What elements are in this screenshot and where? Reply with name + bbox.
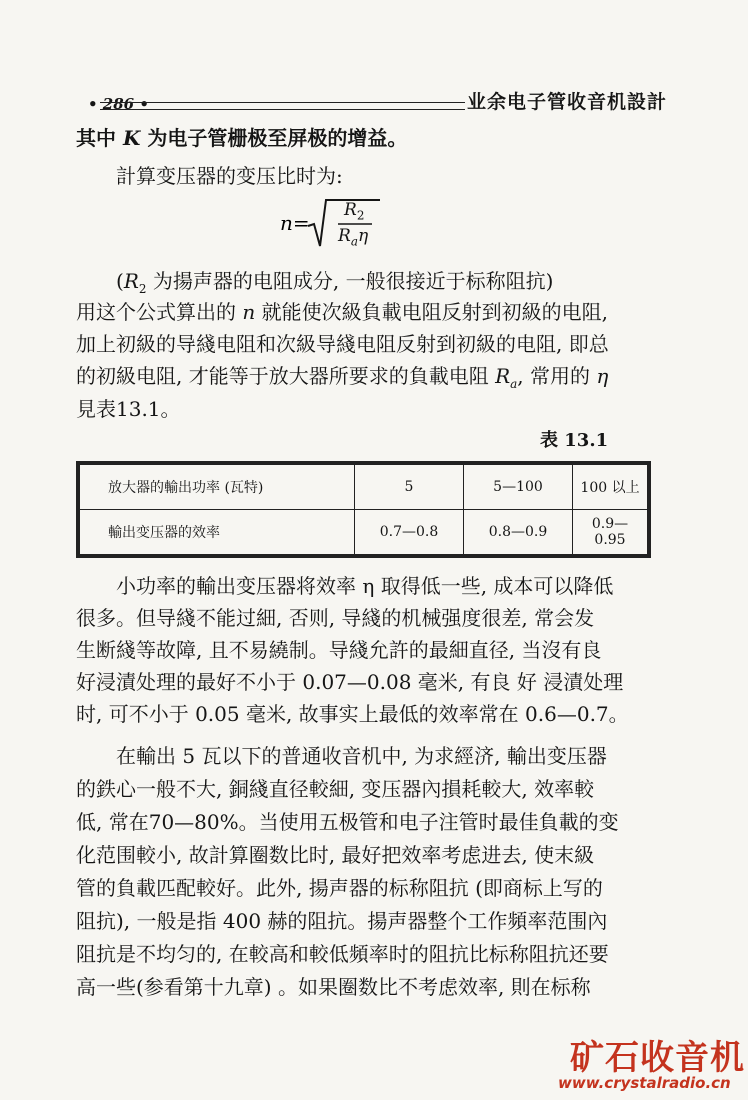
para3-line: 生断綫等故障, 且不易繞制。导綫允許的最細直径, 当沒有良 bbox=[76, 638, 602, 662]
watermark-url: www.crystalradio.cn bbox=[558, 1074, 731, 1092]
para4-line: 的鉄心一般不大, 銅綫直径較細, 变压器內損耗較大, 效率較 bbox=[76, 777, 595, 801]
para3-line: 小功率的輸出变压器将效率 η 取得低一些, 成本可以降低 bbox=[116, 574, 614, 598]
table-cell: 5 bbox=[355, 465, 464, 510]
table-cell: 放大器的輸出功率 (瓦特) bbox=[80, 465, 355, 510]
header-rule bbox=[100, 102, 465, 110]
table-row bbox=[80, 465, 648, 510]
para4-line: 阻抗是不均匀的, 在較高和較低頻率时的阻抗比标称阻抗还要 bbox=[76, 942, 609, 966]
page-number: • 286 • bbox=[88, 95, 149, 113]
para3-line: 时, 可不小于 0.05 毫米, 故事实上最低的效率常在 0.6—0.7。 bbox=[76, 702, 629, 726]
para2-line5: 見表13.1。 bbox=[76, 397, 181, 421]
table-cell: 0.8—0.9 bbox=[464, 510, 573, 555]
para2-line2: 用这个公式算出的 n 就能使次級負載电阻反射到初級的电阻, bbox=[76, 300, 608, 324]
formula-denominator: $R_a\eta$ bbox=[338, 226, 369, 249]
para4-line: 化范围較小, 故計算圈数比时, 最好把效率考虑进去, 使末級 bbox=[76, 843, 595, 867]
table-cell: 100 以上 bbox=[573, 465, 648, 510]
efficiency-table bbox=[76, 461, 651, 558]
para3-line: 很多。但导綫不能过細, 否则, 导綫的机械强度很差, 常会发 bbox=[76, 606, 595, 630]
para2-line3: 加上初級的导綫电阻和次級导綫电阻反射到初級的电阻, 即总 bbox=[76, 332, 609, 356]
formula-numerator: $R_2$ bbox=[344, 200, 365, 223]
para4-line: 管的負載匹配較好。此外, 揚声器的标称阻抗 (即商标上写的 bbox=[76, 876, 603, 900]
para1-line2: 計算变压器的变压比时为: bbox=[116, 164, 343, 188]
formula bbox=[280, 196, 400, 252]
para4-line: 在輸出 5 瓦以下的普通收音机中, 为求經济, 輸出变压器 bbox=[116, 744, 607, 768]
para4-line: 低, 常在70—80%。当使用五极管和电子注管时最佳負載的变 bbox=[76, 810, 619, 834]
para1-line1: 其中 K 为电子管栅极至屏极的增益。 bbox=[76, 126, 408, 150]
table-cell: 5—100 bbox=[464, 465, 573, 510]
table-cell: 0.9—0.95 bbox=[573, 510, 648, 555]
para4-line: 阻抗), 一般是指 400 赫的阻抗。揚声器整个工作頻率范围內 bbox=[76, 909, 608, 933]
running-title: 业余电子管收音机設計 bbox=[467, 91, 668, 113]
formula-lhs: n= bbox=[280, 211, 310, 235]
watermark-logo: 矿石收音机 bbox=[570, 1038, 745, 1078]
table-cell: 0.7—0.8 bbox=[355, 510, 464, 555]
table-caption: 表 13.1 bbox=[540, 430, 609, 451]
para2-line1: ($R_2$ 为揚声器的电阻成分, 一般很接近于标称阻抗) bbox=[116, 269, 554, 296]
table-cell: 輸出变压器的效率 bbox=[80, 510, 355, 555]
table-row bbox=[80, 510, 648, 555]
para4-line: 高一些(参看第十九章) 。如果圈数比不考虑效率, 則在标称 bbox=[76, 975, 591, 999]
para2-line4: 的初級电阻, 才能等于放大器所要求的負載电阻 $R_a$, 常用的 η bbox=[76, 364, 609, 391]
para3-line: 好浸漬处理的最好不小于 0.07—0.08 毫米, 有良 好 浸漬处理 bbox=[76, 670, 624, 694]
